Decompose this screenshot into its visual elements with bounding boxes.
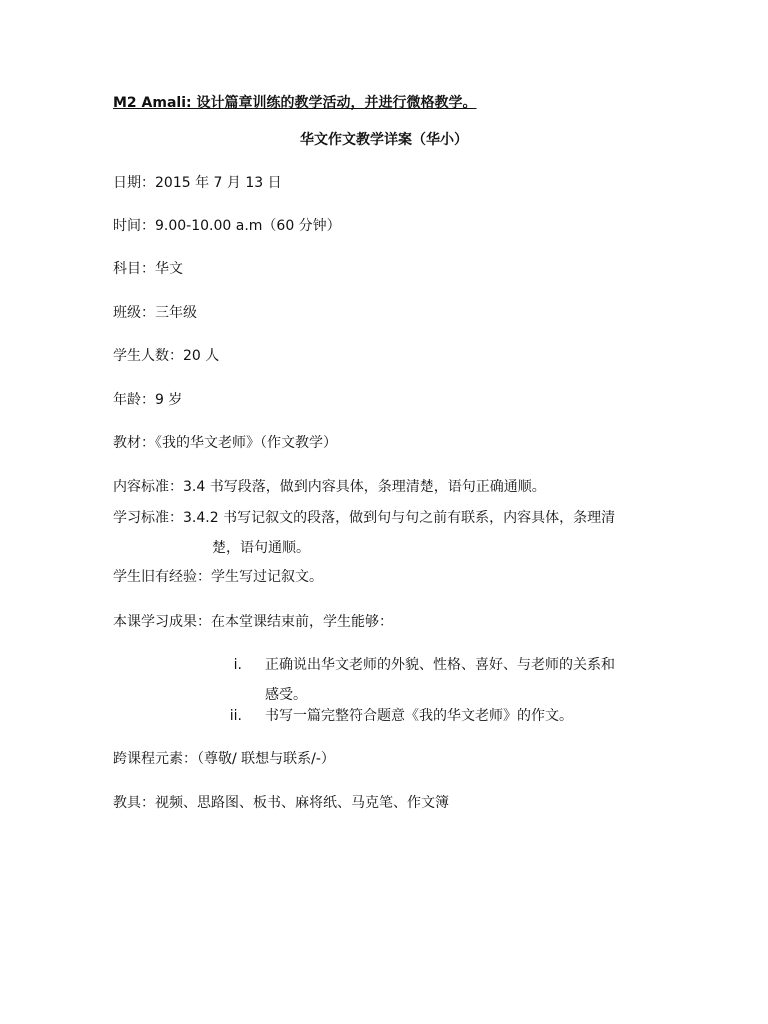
age-field: 年龄：9 岁 <box>113 392 183 408</box>
list-item-marker: i. <box>233 657 242 673</box>
outcome-intro: 本课学习成果：在本堂课结束前，学生能够： <box>113 614 393 630</box>
list-item-text: 正确说出华文老师的外貌、性格、喜好、与老师的关系和 <box>265 657 615 673</box>
class-field: 班级：三年级 <box>113 305 197 321</box>
students-field: 学生人数：20 人 <box>113 348 220 364</box>
material-field: 教材：《我的华文老师》（作文教学） <box>113 435 337 451</box>
date-field: 日期：2015 年 7 月 13 日 <box>113 175 282 191</box>
cross-curricular-field: 跨课程元素：（尊敬/ 联想与联系/-） <box>113 751 335 767</box>
tools-field: 教具：视频、思路图、板书、麻将纸、马克笔、作文簿 <box>113 795 449 811</box>
list-item-marker: ii. <box>229 708 242 724</box>
learning-standard-field: 学习标准：3.4.2 书写记叙文的段落，做到句与句之前有联系，内容具体，条理清 <box>113 510 616 526</box>
document-heading: M2 Amali: 设计篇章训练的教学活动，并进行微格教学。 <box>113 95 477 111</box>
document-title: 华文作文教学详案（华小） <box>300 132 468 148</box>
learning-standard-continuation: 楚，语句通顺。 <box>212 540 310 556</box>
list-item-text: 书写一篇完整符合题意《我的华文老师》的作文。 <box>265 708 573 724</box>
list-item-text-continuation: 感受。 <box>265 687 307 703</box>
subject-field: 科目：华文 <box>113 261 183 277</box>
prior-experience-field: 学生旧有经验：学生写过记叙文。 <box>113 569 323 585</box>
time-field: 时间：9.00-10.00 a.m（60 分钟） <box>113 218 341 234</box>
content-standard-field: 内容标准：3.4 书写段落，做到内容具体，条理清楚，语句正确通顺。 <box>113 479 546 495</box>
